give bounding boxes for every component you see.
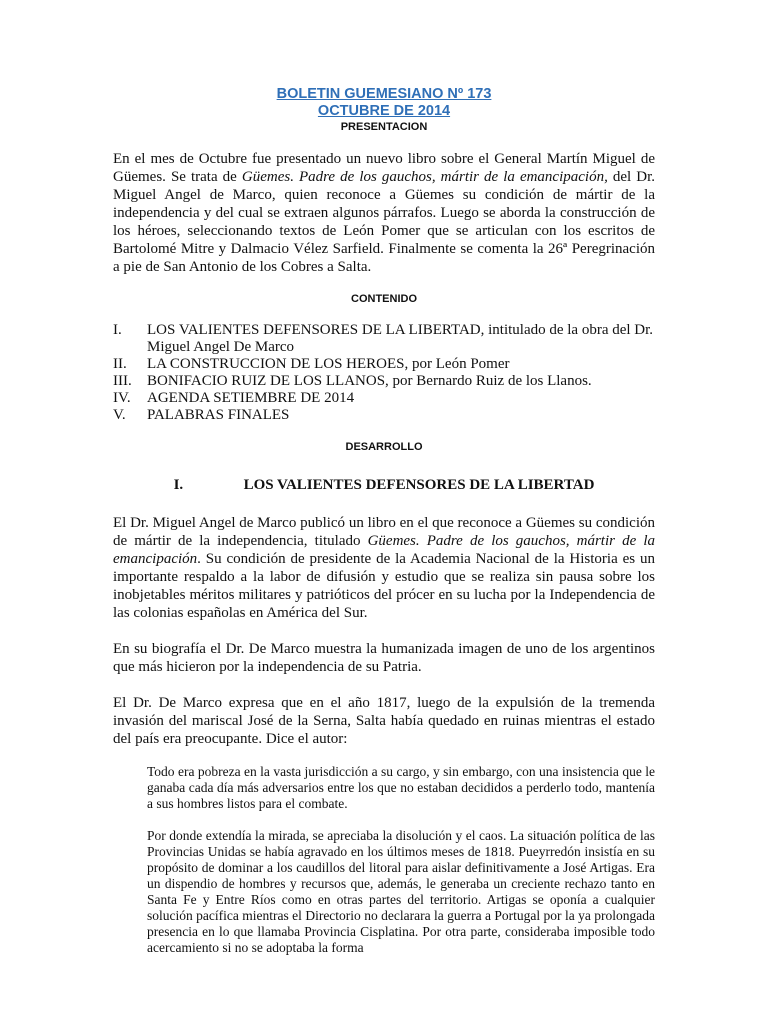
contents-item: IV. AGENDA SETIEMBRE DE 2014: [113, 390, 355, 406]
bulletin-title: BOLETIN GUEMESIANO Nº 173: [276, 86, 492, 102]
contents-item: I. LOS VALIENTES DEFENSORES DE LA LIBERTAD, intitulado de la obra del Dr. Miguel Angel De Marco: [113, 322, 654, 355]
body-paragraph: El Dr. Miguel Angel de Marco publicó un libro en el que reconoce a Güemes su condición de mártir de la independencia, titulado Güemes. Padre de los gauchos, mártir de la emancipación. Su condición de presidente de la Academia Nacional de la Historia es un importante respaldo a la labor de difusión y estudio que se realiza sin pausa sobre los inobjetables méritos militares y patrióticos del prócer en su lucha por la Independencia de las colonias españolas en América del Sur.: [113, 515, 655, 621]
section-contenido: CONTENIDO: [351, 293, 417, 305]
section-heading: I. LOS VALIENTES DEFENSORES DE LA LIBERTAD: [173, 477, 595, 493]
section-desarrollo: DESARROLLO: [345, 441, 423, 453]
body-paragraph: El Dr. De Marco expresa que en el año 1817, luego de la expulsión de la tremenda invasión del mariscal José de la Serna, Salta había quedado en ruinas mientras el estado del país era preocupante. Dice el autor:: [113, 695, 655, 747]
contents-item: III. BONIFACIO RUIZ DE LOS LLANOS, por Bernardo Ruiz de los Llanos.: [113, 373, 592, 389]
section-presentacion: PRESENTACION: [340, 121, 428, 133]
block-quote: [147, 764, 655, 956]
contents-list: [113, 322, 655, 424]
intro-paragraph: En el mes de Octubre fue presentado un nuevo libro sobre el General Martín Miguel de Güemes. Se trata de Güemes. Padre de los gauchos, mártir de la emancipación, del Dr. Miguel Angel de Marco, quien reconoce a Güemes su condición de mártir de la independencia y del cual se extraen algunos párrafos. Luego se aborda la construcción de los héroes, seleccionando textos de León Pomer que se articulan con los escritos de Bartolomé Mitre y Dalmacio Vélez Sarfield. Finalmente se comenta la 26ª Peregrinación a pie de San Antonio de los Cobres a Salta.: [113, 151, 655, 275]
contents-item: II. LA CONSTRUCCION DE LOS HEROES, por León Pomer: [113, 356, 510, 372]
bulletin-date: OCTUBRE DE 2014: [317, 103, 451, 119]
quote-paragraph: Por donde extendía la mirada, se apreciaba la disolución y el caos. La situación política de las Provincias Unidas se había agravado en los últimos meses de 1818. Pueyrredón insistía en su propósito de dominar a los caudillos del litoral para aislar definitivamente a José Artigas. Era un dispendio de hombres y recursos que, además, le generaba un creciente rechazo tanto en Santa Fe y Entre Ríos como en otras partes del territorio. Artigas se oponía a cualquier solución pacífica mientras el Directorio no declarara la guerra a Portugal por la ya prolongada presencia en lo que llamaba Provincia Cisplatina. Por otra parte, consideraba imposible todo acercamiento si no se adoptaba la forma: [147, 828, 655, 955]
body-paragraph: En su biografía el Dr. De Marco muestra la humanizada imagen de uno de los argentinos que más hicieron por la independencia de su Patria.: [113, 641, 655, 675]
quote-paragraph: Todo era pobreza en la vasta jurisdicción a su cargo, y sin embargo, con una insistencia que le ganaba cada día más adversarios entre los que no estaban decididos a perderlo todo, mantenía a sus hombres listos para el combate.: [147, 764, 655, 811]
contents-item: V. PALABRAS FINALES: [113, 407, 290, 423]
